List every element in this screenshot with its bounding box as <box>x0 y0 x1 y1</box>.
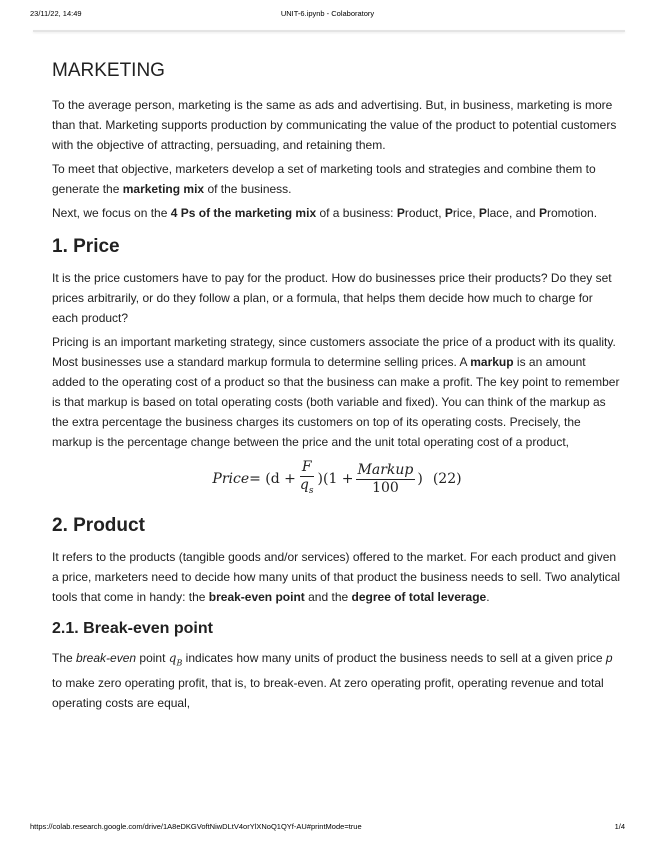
equation-number: (22) <box>432 471 462 487</box>
intro-paragraph-1: To the average person, marketing is the same as ads and advertising. But, in business, marketing is more than that. Marketing supports production by communicating the value of the product to potential customers with the objective of attracting, persuading, and retaining them. <box>52 98 617 152</box>
header-divider <box>33 30 625 32</box>
print-title: UNIT-6.ipynb - Colaboratory <box>280 9 375 18</box>
break-even-term: break-even point <box>208 590 305 604</box>
intro-paragraph-2: To meet that objective, marketers develop a set of marketing tools and strategies and combine them to generate the marketing mix of the business. <box>52 162 596 196</box>
page-number: 1/4 <box>614 822 625 831</box>
section-heading-product: 2. Product <box>52 515 145 536</box>
price-formula: Price = (d + $\frac{F}{q_s}$ )(1 + $\frac{\text{Markup}}{100}$ ) (22) <box>212 458 462 496</box>
print-header <box>0 9 655 23</box>
marketing-mix-term: marketing mix <box>122 182 205 196</box>
print-url: https://colab.research.google.com/drive/1A8eDKGVoftNiwDLtV4orYlXNoQ1QYf-AU#printMode=true <box>30 822 362 831</box>
intro-paragraph-3: Next, we focus on the 4 Ps of the marketing mix of a business: Product, Price, Place, and Promotion. <box>52 206 598 220</box>
price-paragraph-1: It is the price customers have to pay for the product. How do businesses price their products? Do they set prices arbitrarily, or do they follow a plan, or a formula, that helps them decide how much to charge for each product? <box>52 271 612 325</box>
page-title: MARKETING <box>52 60 165 81</box>
product-paragraph-1: It refers to the products (tangible goods and/or services) offered to the market. For each product and given a price, marketers need to decide how many units of that product the business needs to sell. Two analytical tools that come in handy: the break-even point and the degree of total leverage. <box>52 550 621 604</box>
leverage-term: degree of total leverage <box>351 590 487 604</box>
price-paragraph-2: Pricing is an important marketing strategy, since customers associate the price of a product with its quality. Most businesses use a standard markup formula to determine selling prices. A markup is an amount added to the operating cost of a product so that the business can make a profit. The key point to remember is that markup is based on total operating costs (both variable and fixed). You can think of the markup as the extra percentage the business charges its customers on top of its operating costs. Precisely, the markup is the percentage change between the price and the unit total operating cost of a product, <box>52 335 620 449</box>
notebook-content <box>52 58 622 717</box>
subsection-heading-break-even: 2.1. Break-even point <box>52 620 213 637</box>
break-even-paragraph: The break-even point $q_B$ indicates how many units of product the business needs to sell at a given price p to make zero operating profit, that is, to break-even. At zero operating profit, operating revenue and total operating costs are equal, <box>52 651 613 711</box>
markup-term: markup <box>470 355 514 369</box>
print-date: 23/11/22, 14:49 <box>30 9 82 18</box>
section-heading-price: 1. Price <box>52 236 120 257</box>
four-ps-term: 4 Ps of the marketing mix <box>170 206 317 220</box>
